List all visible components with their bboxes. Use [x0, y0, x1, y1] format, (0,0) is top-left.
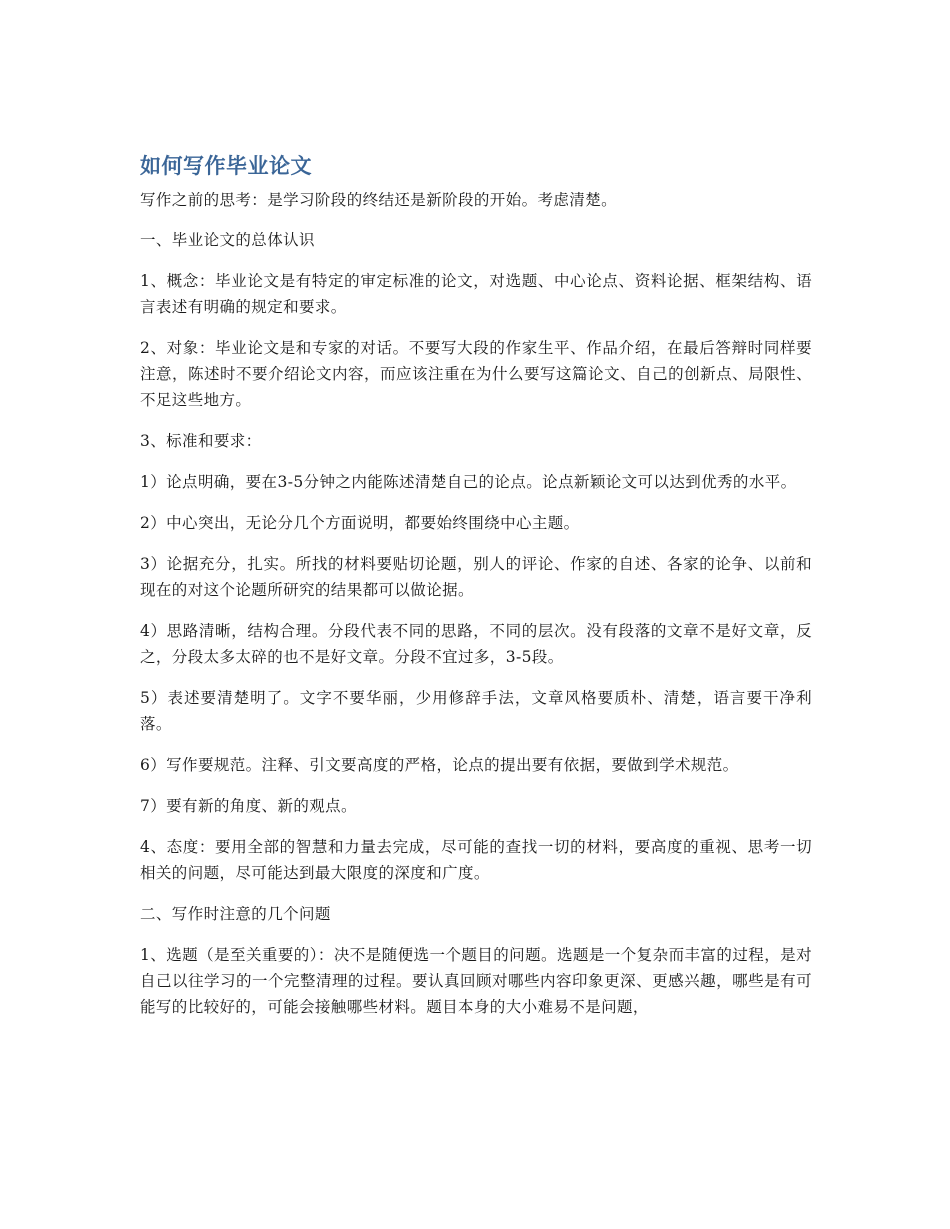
- list-item-6: 6）写作要规范。注释、引文要高度的严格，论点的提出要有依据，要做到学术规范。: [140, 756, 739, 774]
- list-item-2: 2）中心突出，无论分几个方面说明，都要始终围绕中心主题。: [140, 514, 580, 532]
- intro-paragraph: 写作之前的思考：是学习阶段的终结还是新阶段的开始。考虑清楚。: [140, 191, 618, 209]
- section-heading-1: 一、毕业论文的总体认识: [140, 231, 315, 249]
- list-item-5: 5）表述要清楚明了。文字不要华丽，少用修辞手法，文章风格要质朴、清楚，语言要干净利落。: [140, 689, 812, 733]
- document-page: [140, 152, 812, 1035]
- list-item-7: 7）要有新的角度、新的观点。: [140, 797, 357, 815]
- paragraph-topic-selection: 1、选题（是至关重要的）：决不是随便选一个题目的问题。选题是一个复杂而丰富的过程，是对自己以往学习的一个完整清理的过程。要认真回顾对哪些内容印象更深、更感兴趣，哪些是有可能写的比较好的，可能会接触哪些材料。题目本身的大小难易不是问题，: [140, 946, 812, 1016]
- page-title: 如何写作毕业论文: [140, 154, 312, 178]
- paragraph-concept: 1、概念：毕业论文是有特定的审定标准的论文，对选题、中心论点、资料论据、框架结构、语言表述有明确的规定和要求。: [140, 272, 812, 316]
- paragraph-attitude: 4、态度：要用全部的智慧和力量去完成，尽可能的查找一切的材料，要高度的重视、思考一切相关的问题，尽可能达到最大限度的深度和广度。: [140, 838, 812, 882]
- list-item-4: 4）思路清晰，结构合理。分段代表不同的思路，不同的层次。没有段落的文章不是好文章，反之，分段太多太碎的也不是好文章。分段不宜过多，3-5段。: [140, 622, 812, 666]
- paragraph-object: 2、对象：毕业论文是和专家的对话。不要写大段的作家生平、作品介绍，在最后答辩时同样要注意，陈述时不要介绍论文内容，而应该注重在为什么要写这篇论文、自己的创新点、局限性、不足这些地方。: [140, 339, 812, 409]
- list-item-1: 1）论点明确，要在3-5分钟之内能陈述清楚自己的论点。论点新颖论文可以达到优秀的水平。: [140, 473, 797, 491]
- list-item-3: 3）论据充分，扎实。所找的材料要贴切论题，别人的评论、作家的自述、各家的论争、以前和现在的对这个论题所研究的结果都可以做论据。: [140, 555, 812, 599]
- paragraph-standards: 3、标准和要求：: [140, 432, 262, 450]
- section-heading-2: 二、写作时注意的几个问题: [140, 905, 331, 923]
